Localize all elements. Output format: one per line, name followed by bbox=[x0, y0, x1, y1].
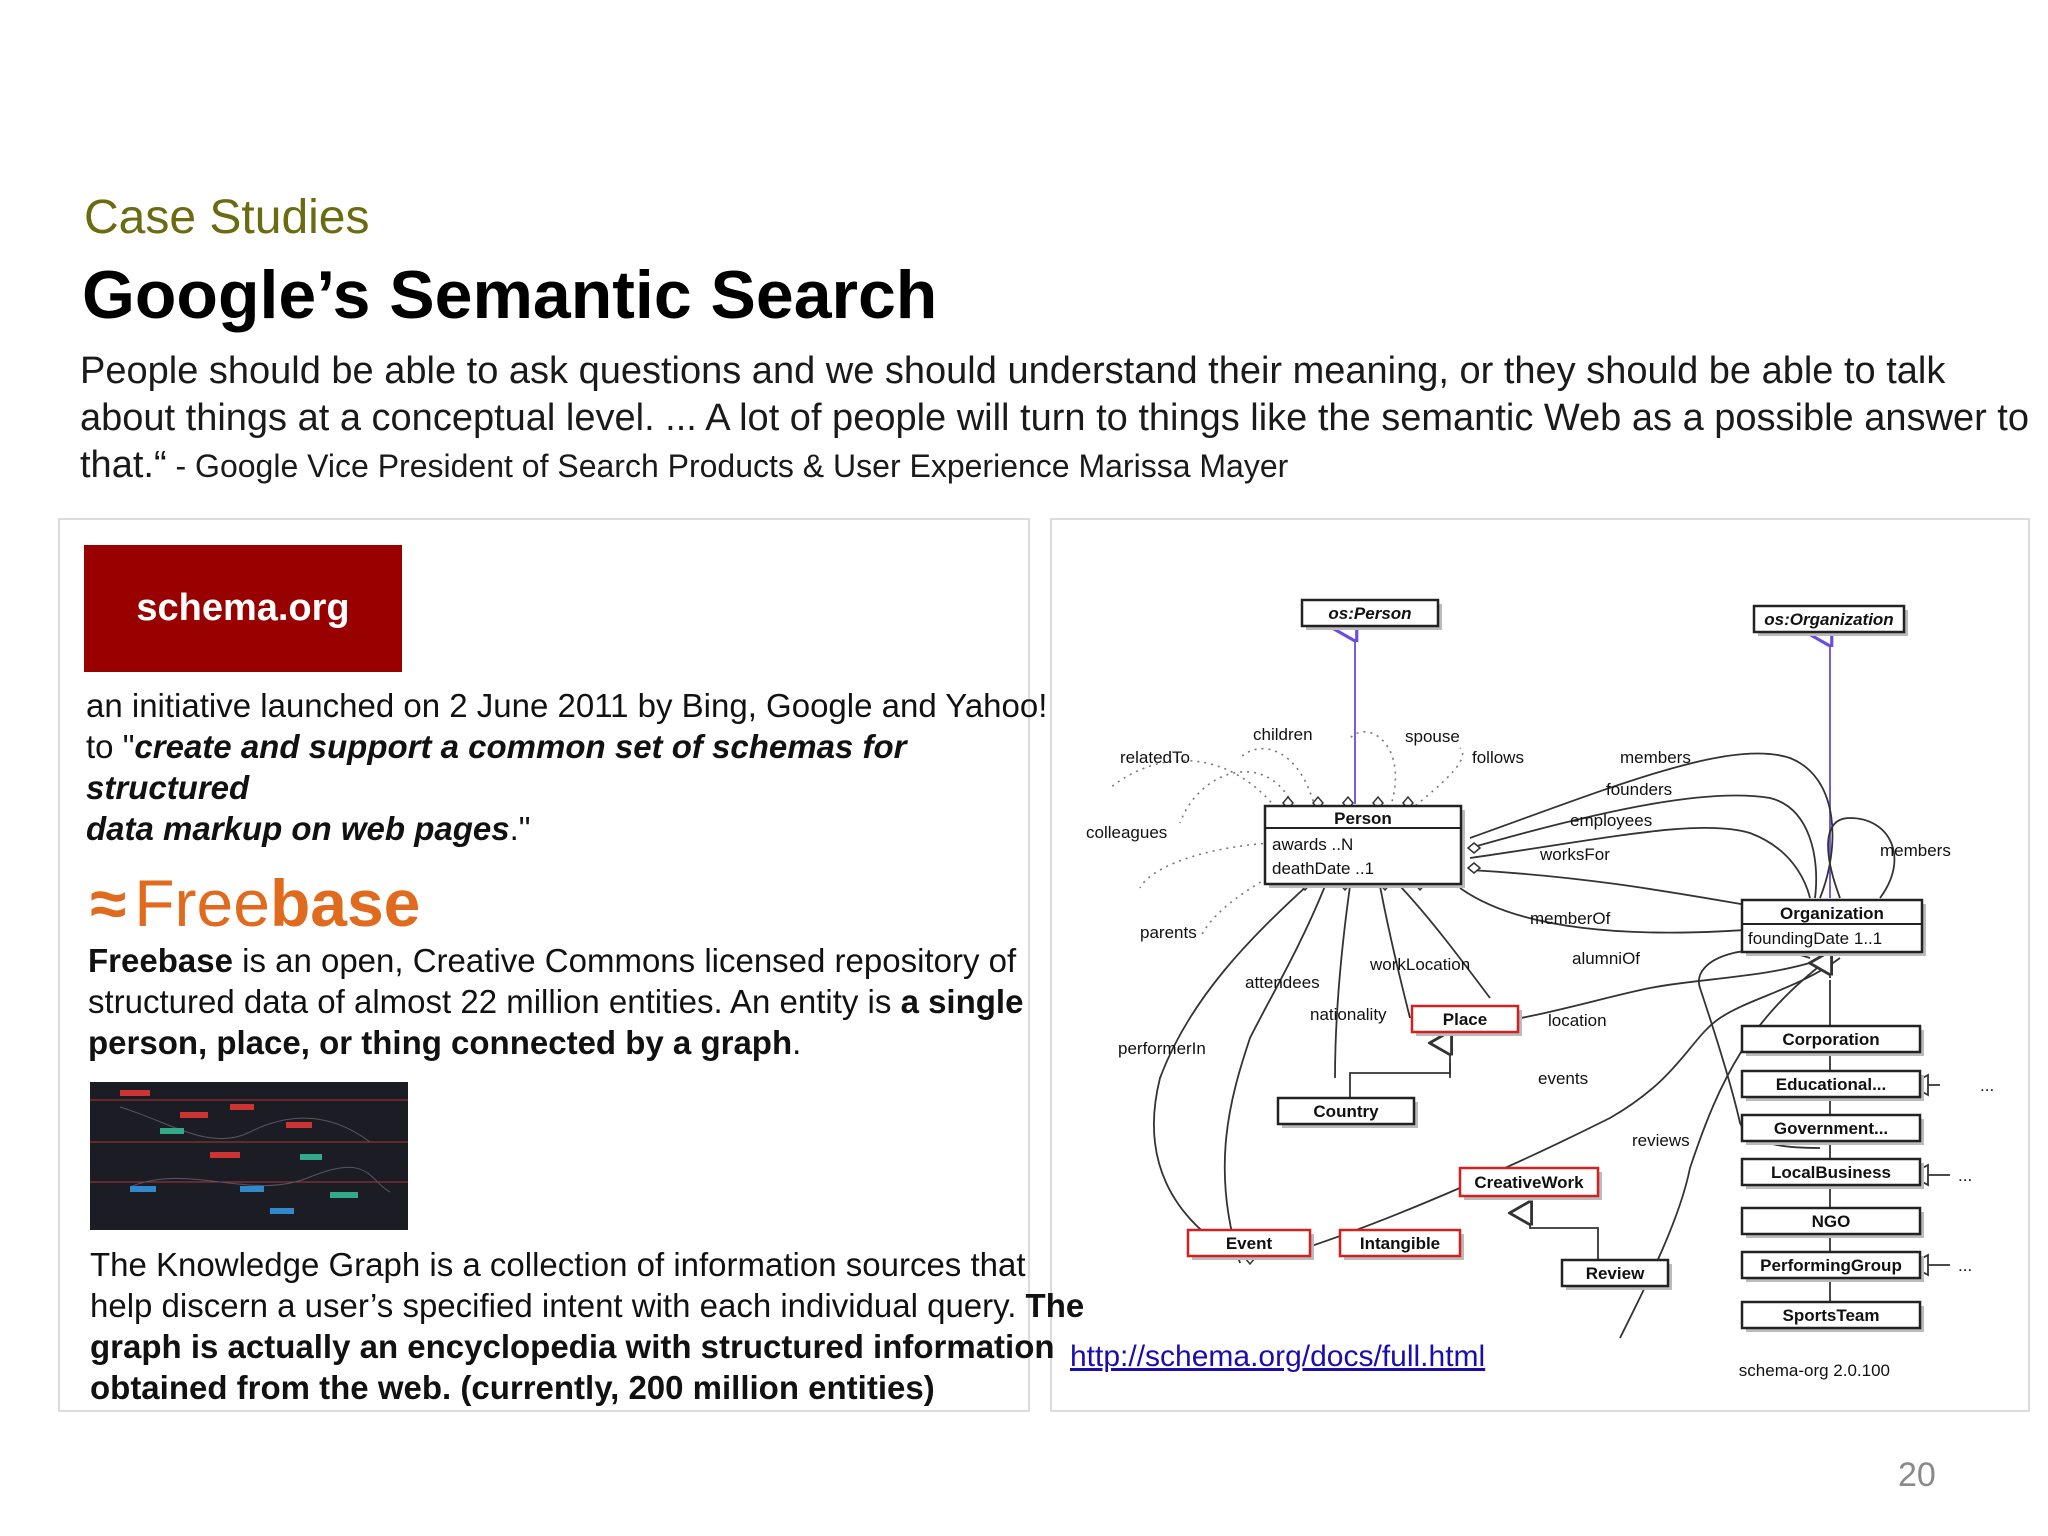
freebase-logo-base: base bbox=[269, 866, 421, 940]
rel-location: location bbox=[1548, 1011, 1607, 1030]
subclass-localbusiness bbox=[1742, 1159, 1924, 1189]
place-label: Place bbox=[1442, 1010, 1488, 1029]
rel-worklocation-line bbox=[1380, 886, 1410, 1018]
review-label: Review bbox=[1585, 1264, 1645, 1283]
rel-spouse: spouse bbox=[1405, 727, 1460, 746]
rel-employees: employees bbox=[1570, 811, 1653, 830]
subclass-educational bbox=[1742, 1071, 1924, 1101]
schema-version: schema-org 2.0.100 bbox=[1738, 1361, 1890, 1380]
schema-org-diagram bbox=[1050, 518, 2026, 1408]
rel-performerin: performerIn bbox=[1118, 1039, 1206, 1058]
rel-spouse-line bbox=[1350, 732, 1395, 808]
schema-line-3 bbox=[86, 767, 1106, 808]
freebase-logo bbox=[90, 868, 470, 938]
rel-alumniof: alumniOf bbox=[1572, 949, 1641, 968]
event-box bbox=[1188, 1230, 1314, 1260]
rel-children: children bbox=[1253, 725, 1313, 744]
rel-memberof: memberOf bbox=[1530, 909, 1611, 928]
subclass-sportsteam bbox=[1742, 1302, 1924, 1332]
schema-docs-link[interactable]: http://schema.org/docs/full.html bbox=[1070, 1340, 1486, 1373]
page-number: 20 bbox=[1898, 1456, 1936, 1494]
intangible-box bbox=[1340, 1230, 1464, 1260]
quote-text bbox=[80, 348, 2040, 490]
rel-founders: founders bbox=[1606, 780, 1673, 799]
schema-line-2 bbox=[86, 726, 1106, 767]
sportsteam-label: SportsTeam bbox=[1782, 1306, 1880, 1325]
rel-follows-line bbox=[1410, 748, 1463, 810]
freebase-name: Freebase bbox=[88, 942, 233, 979]
person-label: Person bbox=[1334, 809, 1392, 828]
rel-relatedto: relatedTo bbox=[1120, 748, 1190, 767]
os-org-box bbox=[1754, 606, 1908, 636]
rel-attendees: attendees bbox=[1245, 973, 1320, 992]
subclass-government bbox=[1742, 1115, 1924, 1145]
slide-title: Google’s Semantic Search bbox=[82, 257, 938, 333]
slide-subtitle: Case Studies bbox=[84, 191, 370, 244]
freebase-definition: a single person, place, or thing connected by a graph bbox=[88, 983, 1024, 1061]
os-person-box bbox=[1302, 600, 1442, 630]
freebase-description bbox=[88, 940, 1048, 1063]
freebase-text-2: . bbox=[792, 1024, 802, 1061]
performinggroup-label: PerformingGroup bbox=[1760, 1256, 1902, 1275]
rel-events: events bbox=[1538, 1069, 1589, 1088]
subclass-ngo bbox=[1742, 1208, 1924, 1238]
country-box bbox=[1278, 1098, 1418, 1128]
rel-nationality: nationality bbox=[1310, 1005, 1387, 1024]
knowledge-graph-thumbnail bbox=[90, 1082, 408, 1230]
country-label: Country bbox=[1313, 1102, 1379, 1121]
performinggroup-ellipsis: ... bbox=[1958, 1256, 1973, 1275]
schema-quote-part-3: data markup on web pages bbox=[86, 810, 510, 847]
knowledge-graph-description bbox=[90, 1244, 1090, 1408]
schema-org-logo: schema.org bbox=[84, 545, 402, 672]
organization-box bbox=[1742, 900, 1926, 956]
schema-quote-part-2: structured bbox=[86, 769, 250, 806]
rel-members-org: members bbox=[1880, 841, 1951, 860]
creativework-label: CreativeWork bbox=[1474, 1173, 1584, 1192]
schema-quote-close: ." bbox=[509, 810, 531, 847]
person-box bbox=[1265, 806, 1465, 888]
rel-nationality-line bbox=[1335, 886, 1350, 1078]
rel-members: members bbox=[1620, 748, 1691, 767]
rel-colleagues: colleagues bbox=[1086, 823, 1168, 842]
os-org-label: os:Organization bbox=[1764, 610, 1894, 629]
rel-worklocation-2 bbox=[1400, 886, 1490, 998]
educational-label: Educational... bbox=[1775, 1075, 1887, 1094]
freebase-text-1: is an open, Creative Commons licensed repository of structured data of almost 22 million entities. An entity is bbox=[88, 942, 1017, 1020]
os-person-label: os:Person bbox=[1328, 604, 1412, 623]
person-attr-awards: awards ..N bbox=[1272, 835, 1354, 854]
rel-colleagues-loop bbox=[1140, 843, 1270, 888]
person-attr-deathdate: deathDate ..1 bbox=[1272, 859, 1375, 878]
kg-text-1: The Knowledge Graph is a collection of information sources that help discern a user’s specified intent with each individual query. bbox=[90, 1246, 1026, 1324]
subclass-corporation bbox=[1742, 1026, 1924, 1056]
rel-follows: follows bbox=[1472, 748, 1524, 767]
freebase-logo-icon: ≈ bbox=[90, 866, 127, 940]
government-label: Government... bbox=[1773, 1119, 1889, 1138]
freebase-logo-free: Free bbox=[134, 866, 270, 940]
kg-text-bold: The graph is actually an encyclopedia with structured information obtained from the web. (currently, 200 million entities) bbox=[90, 1287, 1085, 1406]
rel-worklocation: workLocation bbox=[1370, 955, 1471, 974]
rel-attendees-line bbox=[1225, 886, 1325, 1263]
quote-attribution: - Google Vice President of Search Products & User Experience Marissa Mayer bbox=[166, 448, 1289, 484]
rel-children-line bbox=[1240, 749, 1315, 808]
schema-line-4 bbox=[86, 808, 1106, 849]
creativework-box bbox=[1460, 1168, 1602, 1200]
localbusiness-ellipsis: ... bbox=[1958, 1166, 1973, 1185]
organization-label: Organization bbox=[1780, 904, 1884, 923]
quote-body: People should be able to ask questions and we should understand their meaning, or they should be able to talk about things at a conceptual level. ... A lot of people will turn to things like the semantic Web as a possible answer to that.“ bbox=[80, 350, 2029, 486]
event-label: Event bbox=[1225, 1234, 1273, 1253]
intangible-label: Intangible bbox=[1359, 1234, 1441, 1253]
localbusiness-label: LocalBusiness bbox=[1771, 1163, 1891, 1182]
subclass-performinggroup bbox=[1742, 1252, 1924, 1282]
organization-attr: foundingDate 1..1 bbox=[1748, 929, 1883, 948]
schema-quote-part-1: create and support a common set of schemas for bbox=[134, 728, 907, 765]
place-box bbox=[1412, 1006, 1522, 1036]
rel-worksfor: worksFor bbox=[1540, 845, 1610, 864]
educational-ellipsis: ... bbox=[1980, 1076, 1995, 1095]
schema-quote-open: to " bbox=[86, 728, 135, 765]
schema-line-1: an initiative launched on 2 June 2011 by Bing, Google and Yahoo! bbox=[86, 687, 1048, 724]
rel-relatedto-line bbox=[1110, 761, 1280, 813]
corporation-label: Corporation bbox=[1782, 1030, 1880, 1049]
review-box bbox=[1562, 1260, 1672, 1290]
schema-description bbox=[86, 685, 1106, 849]
country-link bbox=[1350, 1063, 1450, 1098]
ngo-label: NGO bbox=[1811, 1212, 1851, 1231]
rel-reviews: reviews bbox=[1632, 1131, 1690, 1150]
rel-parents: parents bbox=[1140, 923, 1197, 942]
